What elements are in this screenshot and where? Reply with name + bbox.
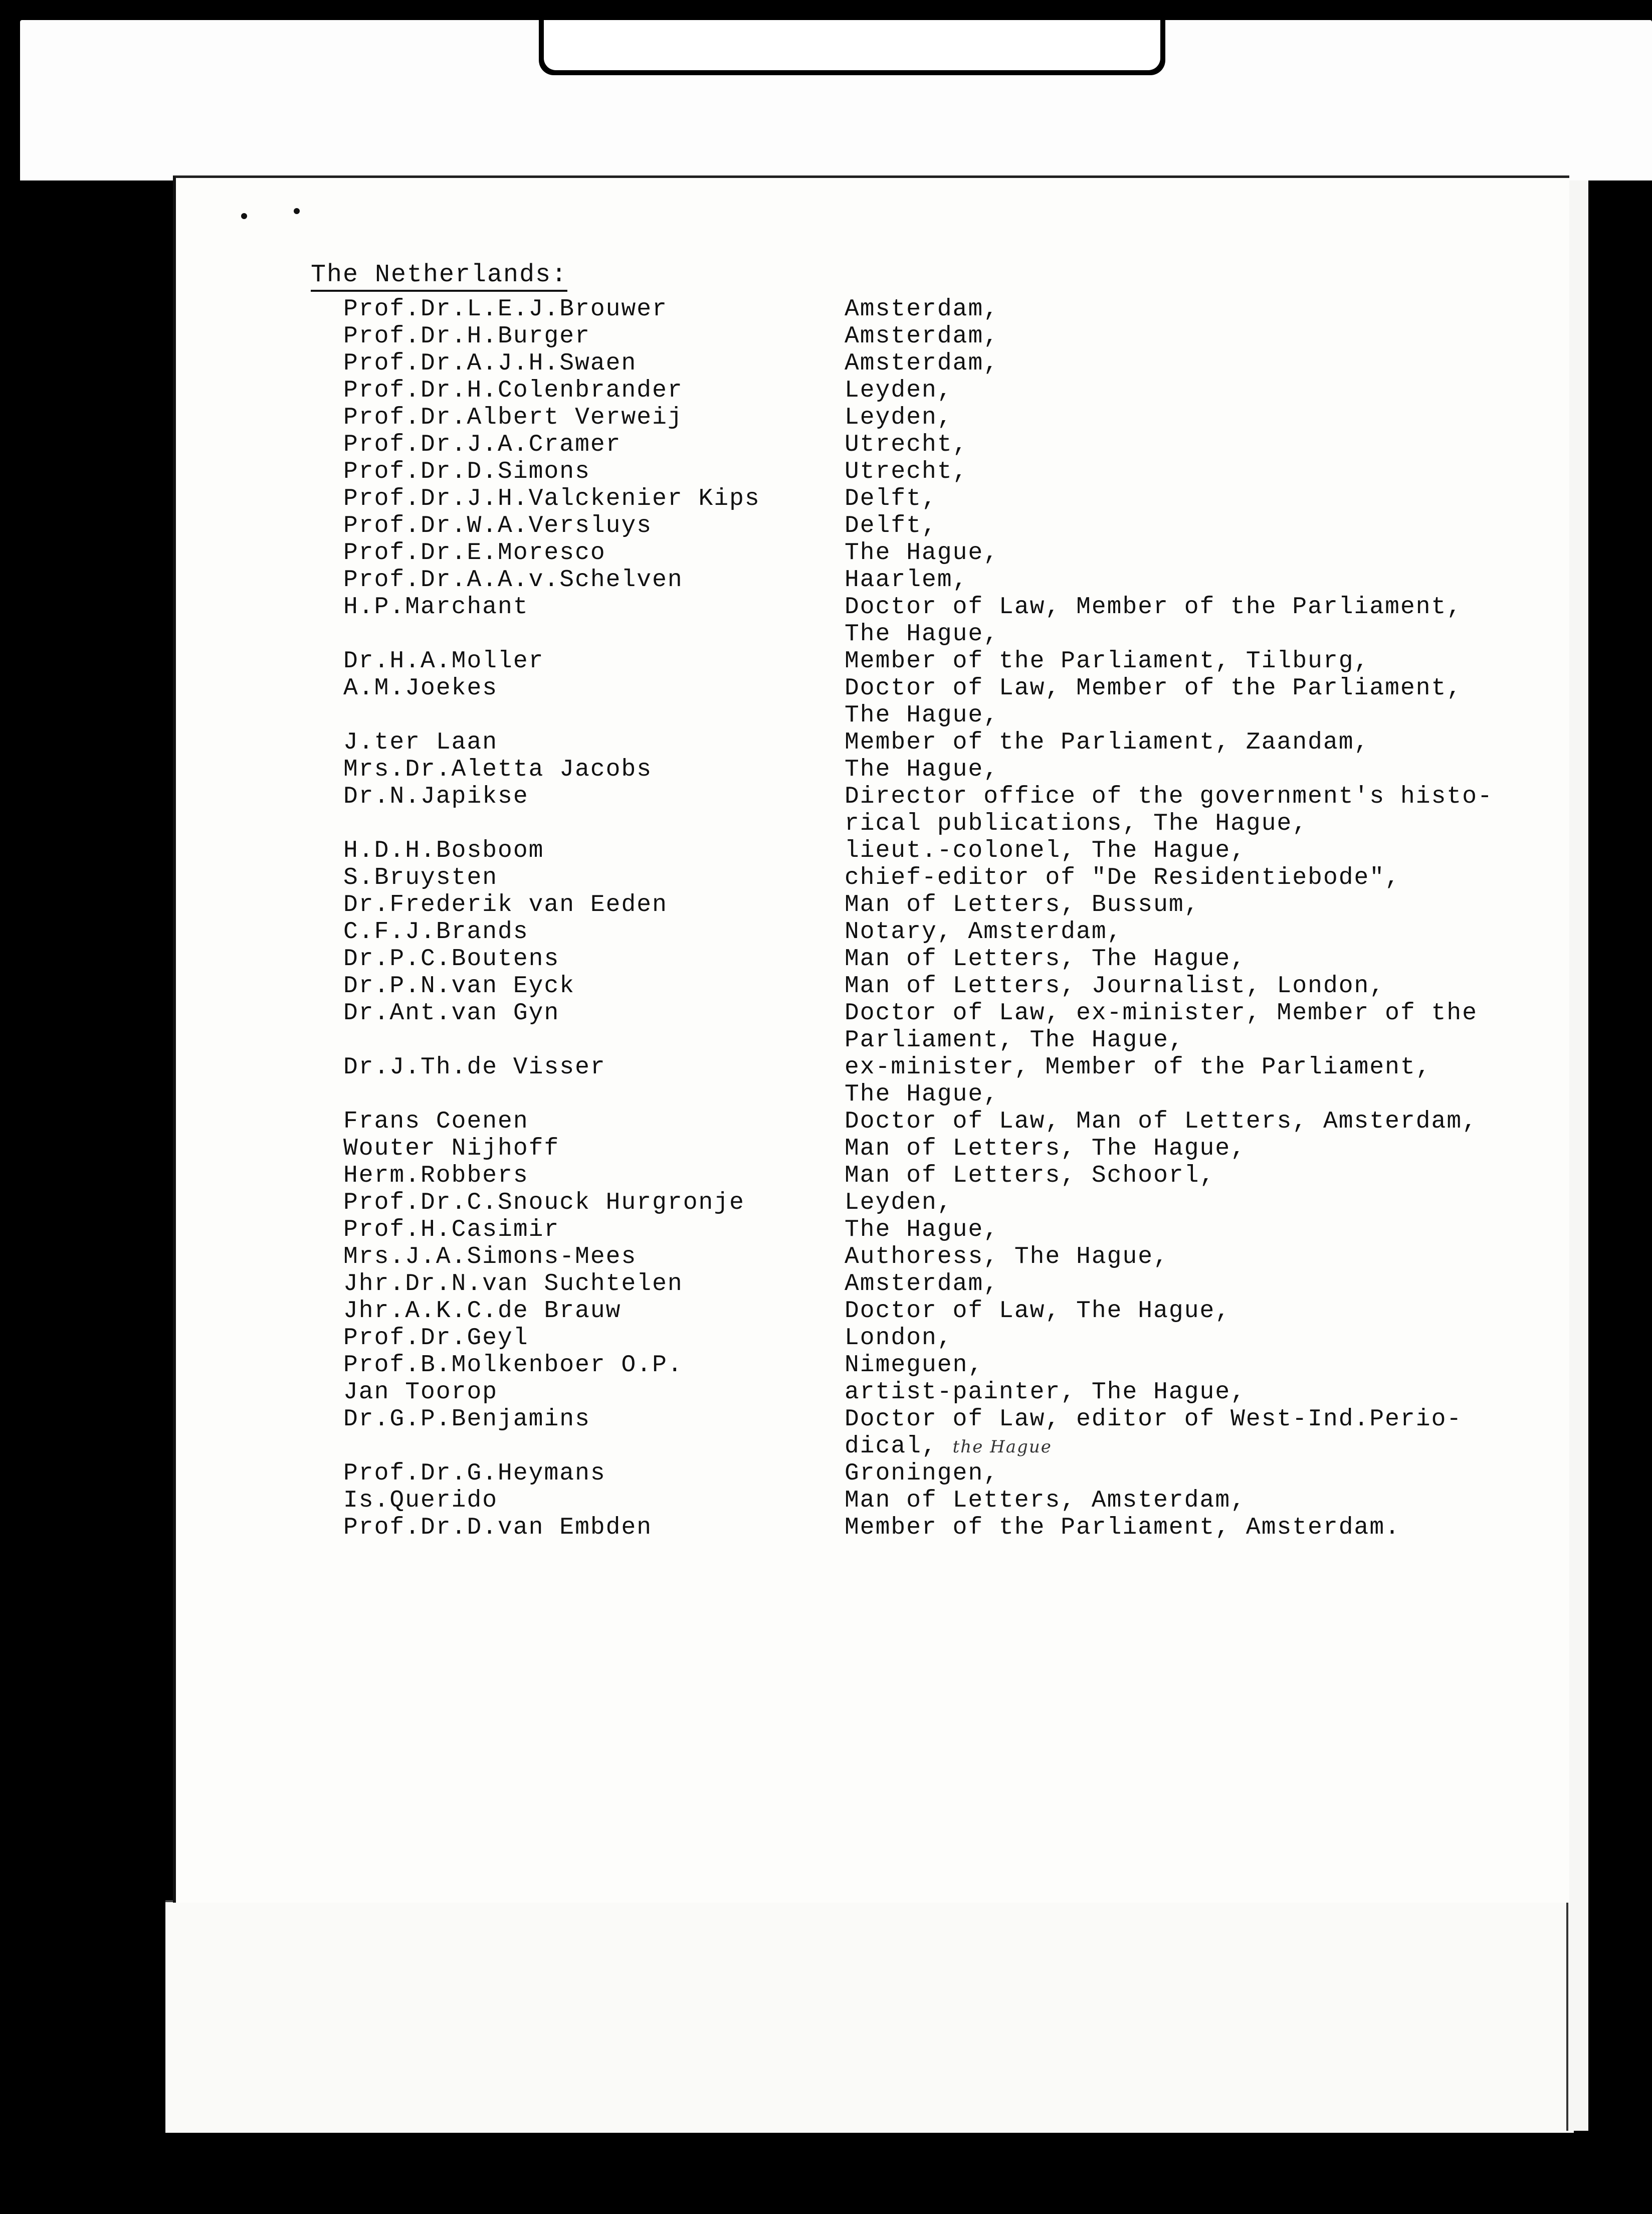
- member-description: London,: [845, 1325, 953, 1352]
- member-name: Jhr.Dr.N.van Suchtelen: [343, 1270, 683, 1298]
- names-column: [311, 296, 845, 1541]
- member-name: H.P.Marchant: [343, 594, 529, 621]
- member-description: Delft,: [845, 512, 937, 539]
- member-name: Jhr.A.K.C.de Brauw: [343, 1298, 622, 1325]
- member-name: Prof.H.Casimir: [343, 1216, 560, 1243]
- member-name: Prof.Dr.A.A.v.Schelven: [343, 567, 683, 594]
- member-description: The Hague,: [845, 1081, 999, 1108]
- member-name: Prof.Dr.D.Simons: [343, 458, 590, 485]
- list-spacer: [343, 1433, 845, 1460]
- member-name: H.D.H.Bosboom: [343, 837, 544, 864]
- member-name: Prof.Dr.W.A.Versluys: [343, 512, 653, 539]
- member-name: Prof.Dr.L.E.J.Brouwer: [343, 296, 668, 323]
- member-name: Prof.Dr.J.A.Cramer: [343, 431, 622, 458]
- member-name: Dr.J.Th.de Visser: [343, 1054, 606, 1081]
- member-list: [311, 262, 1564, 1541]
- member-description: Utrecht,: [845, 458, 968, 485]
- member-description: Delft,: [845, 485, 937, 512]
- member-description: Doctor of Law, Man of Letters, Amsterdam,: [845, 1108, 1478, 1135]
- member-description: Amsterdam,: [845, 1270, 999, 1298]
- member-name: Dr.H.A.Moller: [343, 648, 544, 675]
- member-description: Director office of the government's histo-: [845, 783, 1493, 810]
- underlying-page-edge: [1566, 180, 1588, 2131]
- member-description: Authoress, The Hague,: [845, 1243, 1169, 1270]
- member-description: Parliament, The Hague,: [845, 1027, 1184, 1054]
- member-description: Man of Letters, Amsterdam,: [845, 1487, 1246, 1514]
- member-name: Dr.G.P.Benjamins: [343, 1406, 590, 1433]
- member-name: Prof.Dr.H.Colenbrander: [343, 377, 683, 404]
- underlying-page: [165, 1900, 1574, 2133]
- member-description: The Hague,: [845, 621, 999, 648]
- member-name: C.F.J.Brands: [343, 918, 529, 946]
- member-name: Prof.Dr.A.J.H.Swaen: [343, 350, 637, 377]
- member-description: Man of Letters, The Hague,: [845, 946, 1246, 973]
- folder-tab-label-area: [544, 20, 1160, 70]
- handwritten-note: the Hague: [952, 1437, 1052, 1457]
- member-name: Prof.Dr.G.Heymans: [343, 1460, 606, 1487]
- member-description: Doctor of Law, editor of West-Ind.Perio-: [845, 1406, 1463, 1433]
- member-name: J.ter Laan: [343, 729, 498, 756]
- list-spacer: [343, 1081, 845, 1108]
- member-description: artist-painter, The Hague,: [845, 1379, 1246, 1406]
- ink-dot: [241, 213, 247, 219]
- member-description: Notary, Amsterdam,: [845, 918, 1123, 946]
- member-description: Man of Letters, Journalist, London,: [845, 973, 1385, 1000]
- member-name: Prof.Dr.C.Snouck Hurgronje: [343, 1189, 745, 1216]
- member-description: Groningen,: [845, 1460, 999, 1487]
- member-name: Prof.Dr.D.van Embden: [343, 1514, 653, 1541]
- member-description: Doctor of Law, Member of the Parliament,: [845, 675, 1463, 702]
- member-name: Dr.P.N.van Eyck: [343, 973, 575, 1000]
- member-description: The Hague,: [845, 539, 999, 567]
- member-description: The Hague,: [845, 702, 999, 729]
- member-name: S.Bruysten: [343, 864, 498, 891]
- member-name: Frans Coenen: [343, 1108, 529, 1135]
- member-description: Nimeguen,: [845, 1352, 984, 1379]
- member-description: Utrecht,: [845, 431, 968, 458]
- member-description: Doctor of Law, Member of the Parliament,: [845, 594, 1463, 621]
- member-name: Wouter Nijhoff: [343, 1135, 560, 1162]
- list-spacer: [343, 621, 845, 648]
- member-description: Haarlem,: [845, 567, 968, 594]
- member-name: Dr.Ant.van Gyn: [343, 1000, 560, 1027]
- list-spacer: [343, 1027, 845, 1054]
- member-description: Doctor of Law, The Hague,: [845, 1298, 1231, 1325]
- member-name: A.M.Joekes: [343, 675, 498, 702]
- member-name: Herm.Robbers: [343, 1162, 529, 1189]
- member-description: The Hague,: [845, 756, 999, 783]
- member-name: Prof.Dr.Albert Verweij: [343, 404, 683, 431]
- member-description: Doctor of Law, ex-minister, Member of the: [845, 1000, 1478, 1027]
- list-spacer: [343, 810, 845, 837]
- member-description: Leyden,: [845, 404, 953, 431]
- member-description: chief-editor of "De Residentiebode",: [845, 864, 1400, 891]
- member-description: Man of Letters, The Hague,: [845, 1135, 1246, 1162]
- member-description: Amsterdam,: [845, 323, 999, 350]
- member-name: Prof.Dr.E.Moresco: [343, 539, 606, 567]
- member-description: Member of the Parliament, Zaandam,: [845, 729, 1370, 756]
- member-description: Man of Letters, Schoorl,: [845, 1162, 1215, 1189]
- member-description: Man of Letters, Bussum,: [845, 891, 1200, 918]
- member-description: Leyden,: [845, 1189, 953, 1216]
- member-name: Prof.Dr.J.H.Valckenier Kips: [343, 485, 760, 512]
- list-spacer: [343, 702, 845, 729]
- member-name: Prof.B.Molkenboer O.P.: [343, 1352, 683, 1379]
- member-name: Mrs.J.A.Simons-Mees: [343, 1243, 637, 1270]
- member-description: Member of the Parliament, Tilburg,: [845, 648, 1370, 675]
- member-description: Member of the Parliament, Amsterdam.: [845, 1514, 1400, 1541]
- member-name: Dr.P.C.Boutens: [343, 946, 560, 973]
- member-description: rical publications, The Hague,: [845, 810, 1308, 837]
- member-description: The Hague,: [845, 1216, 999, 1243]
- section-heading: The Netherlands:: [311, 262, 567, 292]
- description-text: dical,: [845, 1433, 937, 1460]
- member-description: ex-minister, Member of the Parliament,: [845, 1054, 1431, 1081]
- member-name: Dr.Frederik van Eeden: [343, 891, 668, 918]
- list-columns: [311, 296, 1564, 1541]
- member-description: Amsterdam,: [845, 350, 999, 377]
- member-description: [845, 1433, 1546, 1460]
- member-name: Prof.Dr.H.Burger: [343, 323, 590, 350]
- member-description: Leyden,: [845, 377, 953, 404]
- member-description: Amsterdam,: [845, 296, 999, 323]
- member-name: Jan Toorop: [343, 1379, 498, 1406]
- member-description: lieut.-colonel, The Hague,: [845, 837, 1246, 864]
- member-name: Dr.N.Japikse: [343, 783, 529, 810]
- member-name: Is.Querido: [343, 1487, 498, 1514]
- ink-dot: [294, 208, 300, 214]
- descriptions-column: [845, 296, 1546, 1541]
- member-name: Prof.Dr.Geyl: [343, 1325, 529, 1352]
- member-name: Mrs.Dr.Aletta Jacobs: [343, 756, 653, 783]
